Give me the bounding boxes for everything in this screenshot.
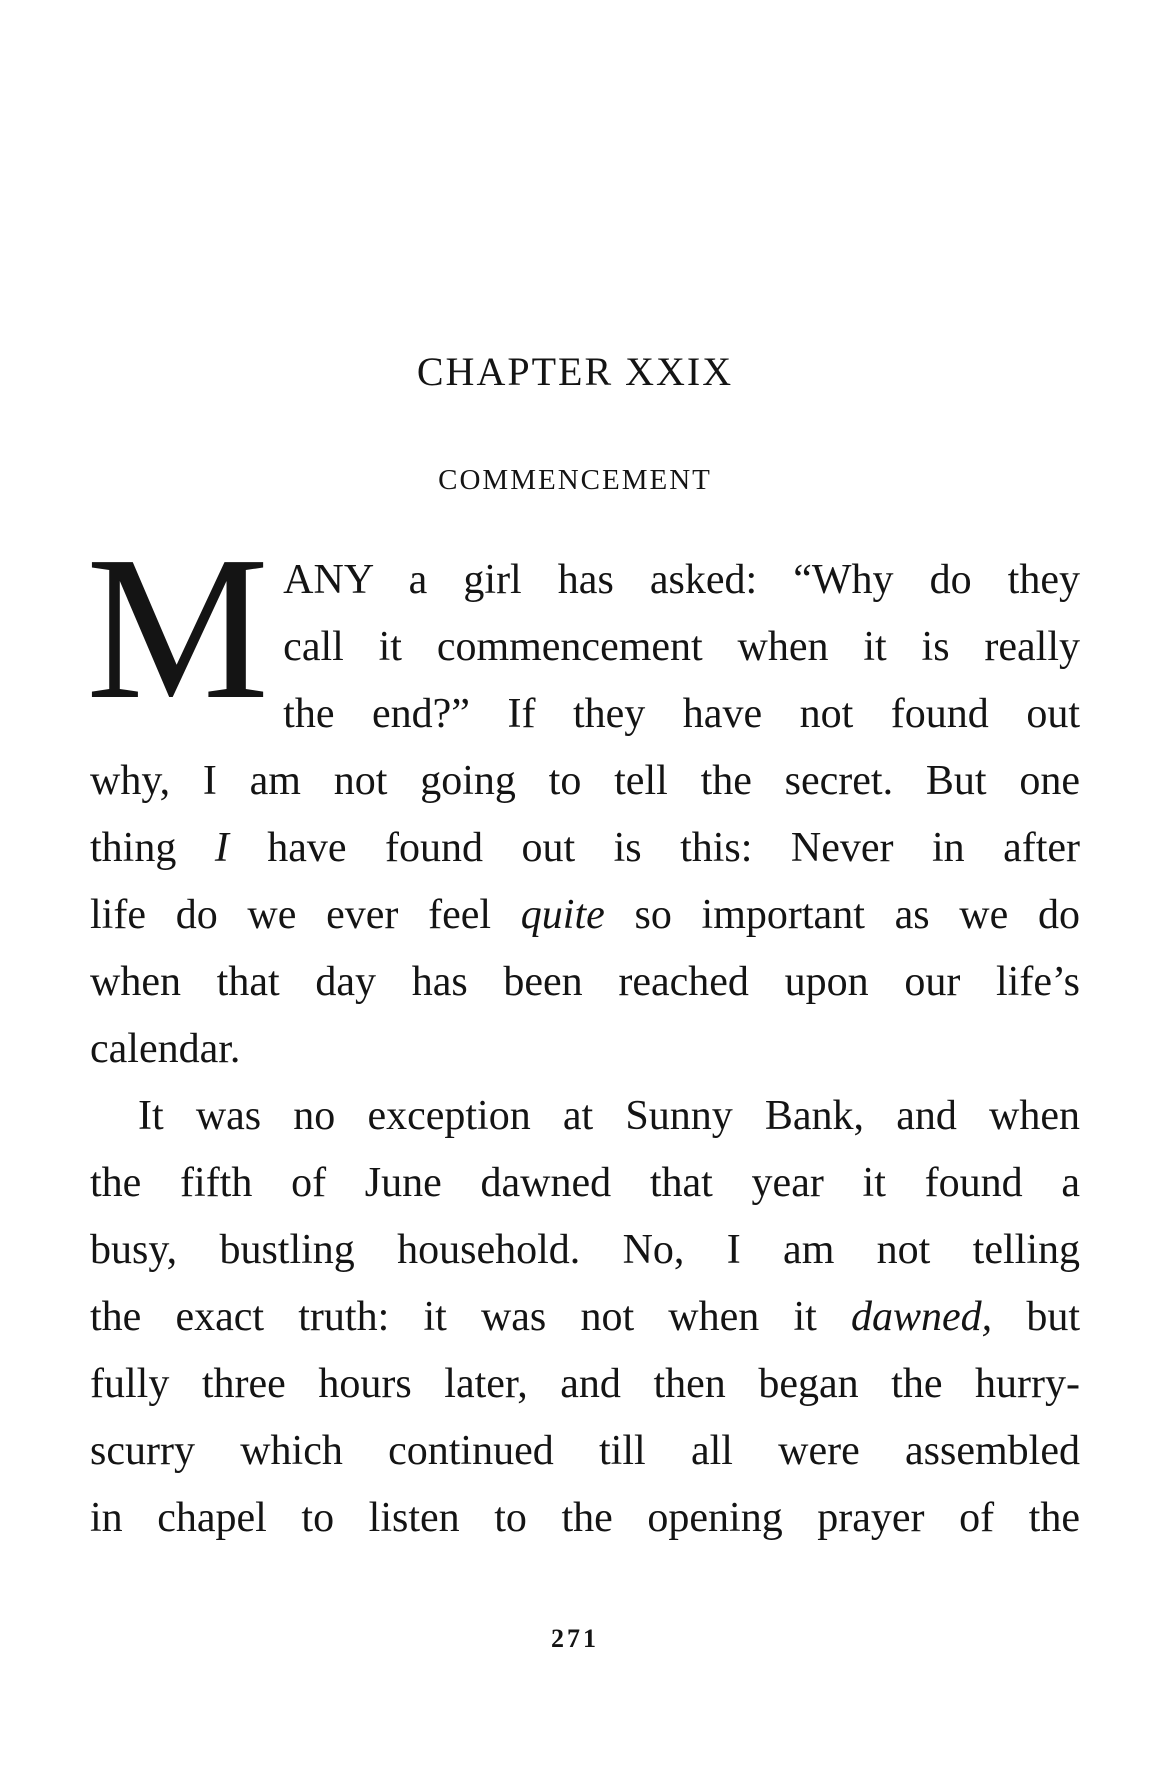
text-line: scurry which continued till all were assembled — [90, 1428, 1080, 1474]
text-line: calendar. — [90, 1026, 241, 1072]
text-segment: the exact truth: it was not when it — [90, 1294, 851, 1340]
text-line — [90, 815, 1080, 882]
text-line — [90, 1284, 1080, 1351]
text-segment: thing — [90, 825, 215, 871]
text-line: the fifth of June dawned that year it found a — [90, 1160, 1080, 1206]
italic-text: quite — [520, 892, 605, 938]
text-line: It was no exception at Sunny Bank, and when — [138, 1093, 1080, 1139]
text-line: the end?” If they have not found out — [283, 691, 1080, 737]
text-line: call it commencement when it is really — [283, 624, 1080, 670]
text-line: fully three hours later, and then began the hurry- — [90, 1361, 1080, 1407]
text-line: busy, bustling household. No, I am not telling — [90, 1227, 1080, 1273]
page-number: 271 — [551, 1624, 599, 1653]
text-line — [90, 882, 1080, 949]
chapter-subtitle: COMMENCEMENT — [438, 464, 712, 496]
italic-text: dawned, — [850, 1294, 993, 1340]
text-line: why, I am not going to tell the secret. But one — [90, 758, 1080, 804]
drop-cap: M — [86, 513, 270, 742]
text-line: when that day has been reached upon our life’s — [90, 959, 1080, 1005]
text-line: in chapel to listen to the opening prayer of the — [90, 1495, 1080, 1541]
text-segment: so important as we do — [604, 892, 1080, 938]
text-segment: but — [992, 1294, 1080, 1340]
body-text — [86, 513, 1081, 1552]
text-segment: have found out is this: Never in after — [228, 825, 1081, 871]
text-segment: life do we ever feel — [90, 892, 521, 938]
paragraph-2 — [90, 1083, 1080, 1552]
paragraph-1 — [86, 513, 1081, 1083]
text-line: ANY a girl has asked: “Why do they — [283, 557, 1080, 603]
italic-text: I — [214, 825, 229, 871]
chapter-title: CHAPTER XXIX — [416, 349, 734, 394]
